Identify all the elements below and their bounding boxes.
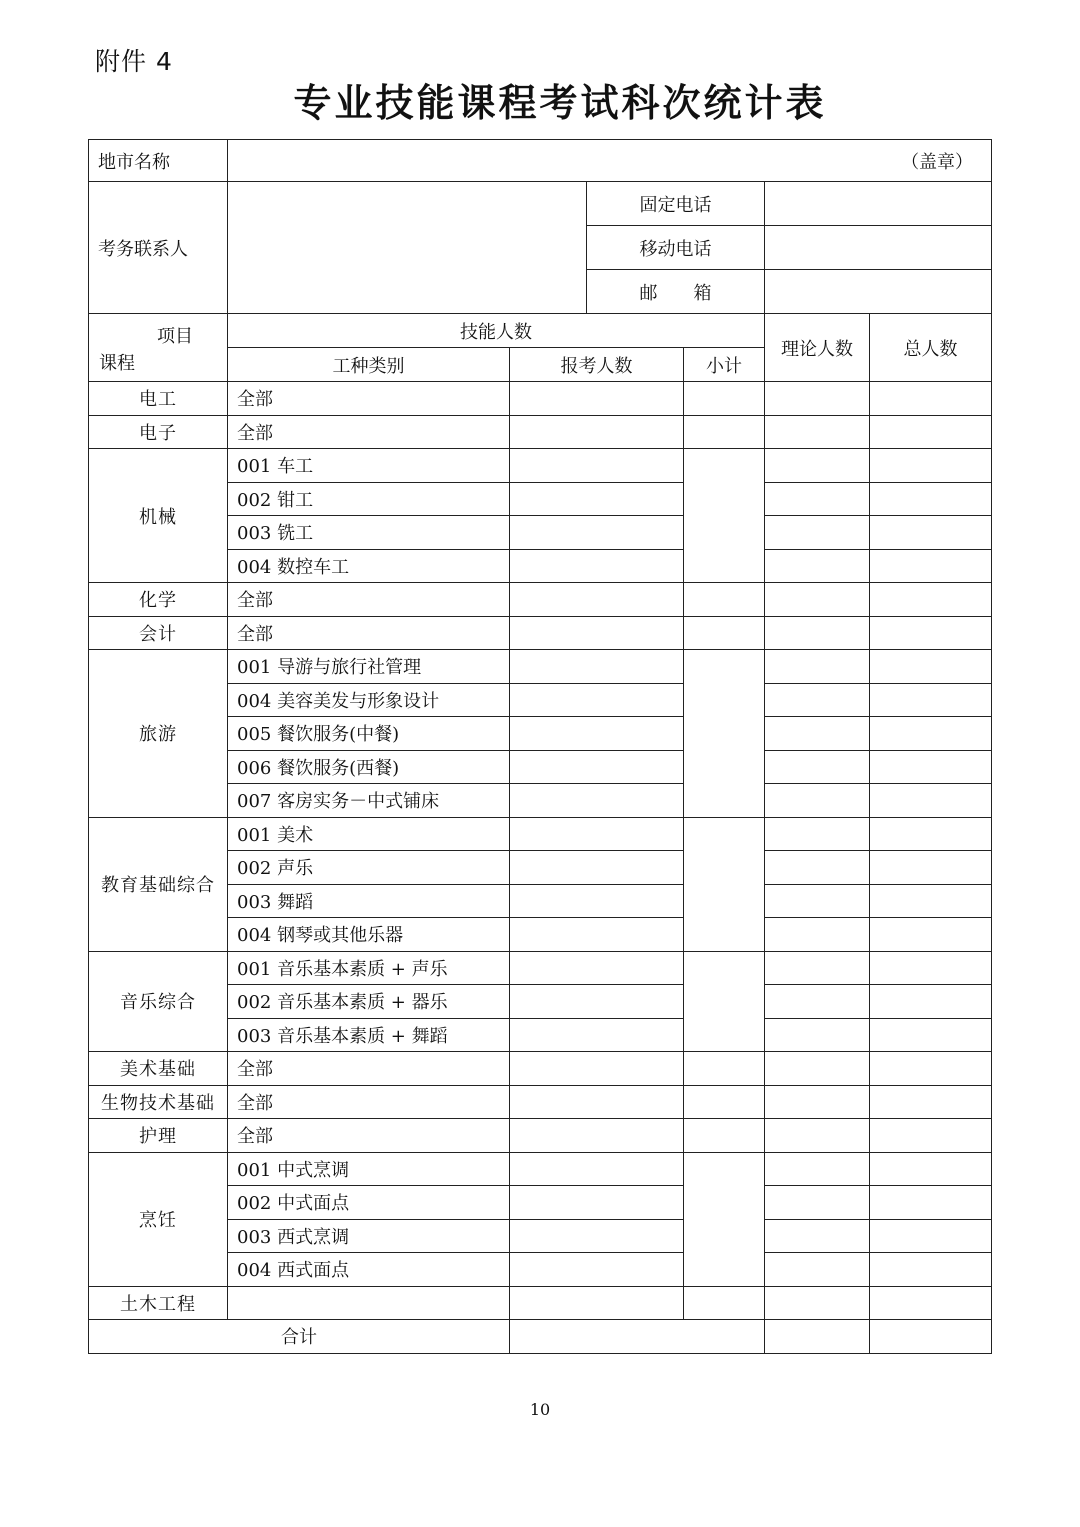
theory-count-input[interactable] — [765, 516, 870, 550]
total-people-header: 总人数 — [870, 314, 992, 382]
total-count-input[interactable] — [870, 750, 992, 784]
subtotal-input[interactable] — [684, 1119, 765, 1153]
category-cell: 005 餐饮服务(中餐) — [228, 717, 510, 751]
applicants-input[interactable] — [510, 583, 684, 617]
page-number: 10 — [529, 1400, 551, 1419]
total-count-input[interactable] — [870, 1119, 992, 1153]
subtotal-input[interactable] — [684, 650, 765, 818]
course-name: 电子 — [89, 415, 228, 449]
page-title: 专业技能课程考试科次统计表 — [293, 81, 827, 125]
subtotal-input[interactable] — [684, 449, 765, 583]
theory-count-input[interactable] — [765, 583, 870, 617]
total-count-input[interactable] — [870, 1253, 992, 1287]
theory-count-input[interactable] — [765, 884, 870, 918]
total-label: 合计 — [89, 1320, 510, 1354]
applicants-input[interactable] — [510, 884, 684, 918]
course-name: 美术基础 — [89, 1052, 228, 1086]
table-row — [89, 415, 992, 449]
city-name-field[interactable] — [228, 140, 992, 182]
total-count-input[interactable] — [870, 650, 992, 684]
theory-count-input[interactable] — [765, 415, 870, 449]
category-cell: 全部 — [228, 415, 510, 449]
total-theory-input[interactable] — [765, 1320, 870, 1354]
subtotal-header: 小计 — [684, 348, 765, 382]
theory-count-input[interactable] — [765, 1186, 870, 1220]
category-cell: 004 西式面点 — [228, 1253, 510, 1287]
applicants-input[interactable] — [510, 616, 684, 650]
course-name: 烹饪 — [89, 1152, 228, 1286]
total-count-input[interactable] — [870, 717, 992, 751]
subtotal-input[interactable] — [684, 951, 765, 1052]
statistics-table — [88, 139, 992, 1354]
table-row — [89, 382, 992, 416]
subtotal-input[interactable] — [684, 415, 765, 449]
applicants-input[interactable] — [510, 549, 684, 583]
applicants-input[interactable] — [510, 449, 684, 483]
landline-field[interactable] — [765, 182, 992, 226]
theory-count-input[interactable] — [765, 650, 870, 684]
landline-label: 固定电话 — [587, 182, 765, 226]
theory-count-input[interactable] — [765, 549, 870, 583]
total-count-input[interactable] — [870, 1286, 992, 1320]
course-name: 土木工程 — [89, 1286, 228, 1320]
theory-count-input[interactable] — [765, 817, 870, 851]
total-count-input[interactable] — [870, 549, 992, 583]
theory-count-input[interactable] — [765, 750, 870, 784]
category-cell: 001 车工 — [228, 449, 510, 483]
course-name: 音乐综合 — [89, 951, 228, 1052]
applicants-input[interactable] — [510, 717, 684, 751]
city-name-label: 地市名称 — [89, 140, 228, 182]
applicants-input[interactable] — [510, 1018, 684, 1052]
total-count-input[interactable] — [870, 1186, 992, 1220]
total-row — [89, 1320, 992, 1354]
applicants-input[interactable] — [510, 516, 684, 550]
subtotal-input[interactable] — [684, 1085, 765, 1119]
course-name: 会计 — [89, 616, 228, 650]
category-cell: 003 西式烹调 — [228, 1219, 510, 1253]
course-header: 课程 — [99, 353, 135, 374]
total-count-input[interactable] — [870, 616, 992, 650]
total-count-input[interactable] — [870, 985, 992, 1019]
total-count-input[interactable] — [870, 1018, 992, 1052]
theory-count-input[interactable] — [765, 784, 870, 818]
stamp-label: （盖章） — [901, 151, 974, 173]
category-cell: 002 中式面点 — [228, 1186, 510, 1220]
category-cell: 全部 — [228, 1119, 510, 1153]
table-row — [89, 650, 992, 684]
applicants-input[interactable] — [510, 951, 684, 985]
category-cell: 001 美术 — [228, 817, 510, 851]
theory-count-input[interactable] — [765, 985, 870, 1019]
applicants-input[interactable] — [510, 1253, 684, 1287]
table-row — [89, 1286, 992, 1320]
category-cell: 007 客房实务－中式铺床 — [228, 784, 510, 818]
applicants-input[interactable] — [510, 985, 684, 1019]
category-cell: 全部 — [228, 1085, 510, 1119]
item-header: 项目 — [157, 326, 193, 347]
total-people-input[interactable] — [870, 1320, 992, 1354]
course-name: 化学 — [89, 583, 228, 617]
total-applicants-input[interactable] — [510, 1320, 765, 1354]
total-count-input[interactable] — [870, 449, 992, 483]
applicants-input[interactable] — [510, 918, 684, 952]
applicants-input[interactable] — [510, 482, 684, 516]
applicants-input[interactable] — [510, 1219, 684, 1253]
theory-count-input[interactable] — [765, 918, 870, 952]
category-cell: 001 音乐基本素质 + 声乐 — [228, 951, 510, 985]
theory-count-input[interactable] — [765, 1152, 870, 1186]
table-row — [89, 817, 992, 851]
applicants-input[interactable] — [510, 1186, 684, 1220]
course-name: 生物技术基础 — [89, 1085, 228, 1119]
category-cell: 002 音乐基本素质 + 器乐 — [228, 985, 510, 1019]
theory-count-input[interactable] — [765, 683, 870, 717]
category-cell: 006 餐饮服务(西餐) — [228, 750, 510, 784]
attachment-label: 附件 4 — [95, 47, 173, 76]
applicants-input[interactable] — [510, 382, 684, 416]
subtotal-input[interactable] — [684, 1152, 765, 1286]
theory-count-header: 理论人数 — [765, 314, 870, 382]
theory-count-input[interactable] — [765, 1286, 870, 1320]
theory-count-input[interactable] — [765, 717, 870, 751]
subtotal-input[interactable] — [684, 1052, 765, 1086]
applicants-input[interactable] — [510, 750, 684, 784]
table-row — [89, 1085, 992, 1119]
theory-count-input[interactable] — [765, 382, 870, 416]
table-row — [89, 616, 992, 650]
course-name: 旅游 — [89, 650, 228, 818]
category-cell: 全部 — [228, 382, 510, 416]
subtotal-input[interactable] — [684, 583, 765, 617]
applicants-input[interactable] — [510, 784, 684, 818]
table-row — [89, 1119, 992, 1153]
course-name: 机械 — [89, 449, 228, 583]
total-count-input[interactable] — [870, 784, 992, 818]
applicants-input[interactable] — [510, 1119, 684, 1153]
skill-count-header: 技能人数 — [228, 314, 765, 348]
email-field[interactable] — [765, 270, 992, 314]
total-count-input[interactable] — [870, 1085, 992, 1119]
category-cell: 003 铣工 — [228, 516, 510, 550]
total-count-input[interactable] — [870, 817, 992, 851]
table-row — [89, 449, 992, 483]
theory-count-input[interactable] — [765, 1018, 870, 1052]
course-name: 护理 — [89, 1119, 228, 1153]
category-cell: 001 中式烹调 — [228, 1152, 510, 1186]
theory-count-input[interactable] — [765, 1119, 870, 1153]
category-cell: 002 钳工 — [228, 482, 510, 516]
category-cell: 全部 — [228, 1052, 510, 1086]
theory-count-input[interactable] — [765, 482, 870, 516]
total-count-input[interactable] — [870, 382, 992, 416]
category-header: 工种类别 — [228, 348, 510, 382]
total-count-input[interactable] — [870, 583, 992, 617]
theory-count-input[interactable] — [765, 851, 870, 885]
total-count-input[interactable] — [870, 1052, 992, 1086]
total-count-input[interactable] — [870, 851, 992, 885]
theory-count-input[interactable] — [765, 616, 870, 650]
applicants-input[interactable] — [510, 1052, 684, 1086]
theory-count-input[interactable] — [765, 951, 870, 985]
mobile-field[interactable] — [765, 226, 992, 270]
category-cell: 全部 — [228, 583, 510, 617]
exam-contact-field[interactable] — [228, 182, 587, 314]
table-row — [89, 1152, 992, 1186]
total-count-input[interactable] — [870, 1152, 992, 1186]
total-count-input[interactable] — [870, 516, 992, 550]
applicants-header: 报考人数 — [510, 348, 684, 382]
table-row — [89, 1052, 992, 1086]
applicants-input[interactable] — [510, 817, 684, 851]
total-count-input[interactable] — [870, 683, 992, 717]
category-cell: 全部 — [228, 616, 510, 650]
applicants-input[interactable] — [510, 415, 684, 449]
subtotal-input[interactable] — [684, 1286, 765, 1320]
applicants-input[interactable] — [510, 1152, 684, 1186]
exam-contact-label: 考务联系人 — [89, 182, 228, 314]
category-cell: 002 声乐 — [228, 851, 510, 885]
item-course-header — [89, 314, 228, 382]
theory-count-input[interactable] — [765, 1253, 870, 1287]
applicants-input[interactable] — [510, 1286, 684, 1320]
category-cell: 004 美容美发与形象设计 — [228, 683, 510, 717]
course-name: 电工 — [89, 382, 228, 416]
mobile-label: 移动电话 — [587, 226, 765, 270]
subtotal-input[interactable] — [684, 817, 765, 951]
total-count-input[interactable] — [870, 884, 992, 918]
category-cell: 004 钢琴或其他乐器 — [228, 918, 510, 952]
subtotal-input[interactable] — [684, 382, 765, 416]
subtotal-input[interactable] — [684, 616, 765, 650]
total-count-input[interactable] — [870, 951, 992, 985]
course-name: 教育基础综合 — [89, 817, 228, 951]
theory-count-input[interactable] — [765, 1052, 870, 1086]
applicants-input[interactable] — [510, 650, 684, 684]
total-count-input[interactable] — [870, 482, 992, 516]
table-row — [89, 583, 992, 617]
total-count-input[interactable] — [870, 918, 992, 952]
category-cell — [228, 1286, 510, 1320]
applicants-input[interactable] — [510, 683, 684, 717]
theory-count-input[interactable] — [765, 1085, 870, 1119]
category-cell: 004 数控车工 — [228, 549, 510, 583]
theory-count-input[interactable] — [765, 449, 870, 483]
table-row — [89, 951, 992, 985]
applicants-input[interactable] — [510, 851, 684, 885]
category-cell: 001 导游与旅行社管理 — [228, 650, 510, 684]
email-label: 邮 箱 — [587, 270, 765, 314]
category-cell: 003 音乐基本素质 + 舞蹈 — [228, 1018, 510, 1052]
total-count-input[interactable] — [870, 415, 992, 449]
applicants-input[interactable] — [510, 1085, 684, 1119]
category-cell: 003 舞蹈 — [228, 884, 510, 918]
total-count-input[interactable] — [870, 1219, 992, 1253]
theory-count-input[interactable] — [765, 1219, 870, 1253]
